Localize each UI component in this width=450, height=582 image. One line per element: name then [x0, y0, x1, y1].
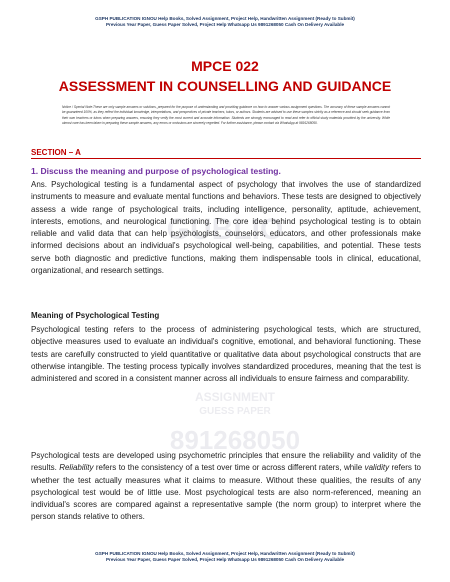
- header-line-1: GSPH PUBLICATION IGNOU Help Books, Solved Assignment, Project Help, Handwritten Assignment (Ready to Submit): [95, 16, 355, 21]
- footer-line-1: GSPH PUBLICATION IGNOU Help Books, Solved Assignment, Project Help, Handwritten Assignment (Ready to Submit): [95, 551, 355, 556]
- para3-part-a: Psychological tests are developed using psychometric principles that ensure the reliability and validity of the results.: [31, 451, 421, 473]
- para3-part-b: refers to the consistency of a test over time or across different raters, while: [93, 463, 365, 473]
- course-code: MPCE 022: [191, 58, 259, 74]
- answer-paragraph-3: [31, 450, 421, 524]
- answer-paragraph-2: Psychological testing refers to the process of administering psychological tests, which are structured, objective measures used to evaluate an individual's cognitive, emotional, and behavioral functioning. These tests are carefully constructed to yield quantitative or qualitative data about psychological constructs that are otherwise intangible. The testing process typically involves standardized procedures, meaning that the test is administered and scored in a consistent manner across all individuals to ensure fairness and comparability.: [31, 325, 421, 384]
- footer-line-2: Previous Year Paper, Guess Paper Solved, Project Help Whatsapp Us 9891268050 Cash On Delivery Available: [105, 557, 345, 562]
- header-line-2: Previous Year Paper, Guess Paper Solved, Project Help Whatsapp Us 9891268050 Cash On Delivery Available: [105, 22, 345, 27]
- watermark-top: GUBLIO: [166, 213, 284, 246]
- term-validity: validity: [364, 463, 390, 473]
- question-heading: 1. Discuss the meaning and purpose of psychological testing.: [31, 166, 281, 176]
- notice-text: Notice / Special Note:These are only sample answers or solutions, prepared for the purpose of understanding and providing guidance on how to answer various assignment questions. The accuracy of these sample answers cannot be guaranteed 100%, as they reflect the individual knowledge, interpretations, and perspectives of private teachers, tutors, or authors. Students are advised to use these samples strictly as a reference and should seek guidance from their own teachers or tutors when preparing answers, ensuring they verify the most current and accurate information. Students are strongly encouraged to read and refer to official study materials provided by the university. While utmost care has been taken in preparing these sample answers, any errors or omissions are sincerely regretted. For further assistance, please contact via WhatsApp at 9891268050.: [62, 105, 390, 125]
- section-divider: [31, 158, 421, 159]
- watermark-guess-paper: GUESS PAPER: [199, 406, 271, 417]
- answer-paragraph-1: Ans. Psychological testing is a fundamental aspect of psychology that involves the use of standardized instruments to measure and evaluate mental functions and behaviors. These tests are designed to objectively assess a wide range of psychological traits, including intelligence, personality, aptitude, achievement, interests, emotions, and neurological functioning. The core idea behind psychological testing is to obtain reliable and valid data that can help psychologists, counselors, educators, and other professionals make informed decisions about an individual's psychological well-being, capabilities, and potential. These tests serve both diagnostic and predictive functions, making them indispensable tools in clinical, educational, organizational, and research settings.: [31, 180, 421, 276]
- watermark-number: 891268050: [169, 425, 301, 455]
- subheading: Meaning of Psychological Testing: [31, 311, 160, 320]
- course-title: ASSESSMENT IN COUNSELLING AND GUIDANCE: [58, 78, 392, 94]
- para3-part-c: refers to whether the test actually measures what it claims to measure. Without these qualities, the results of any psychological test would be of little use. Most psychological tests are also norm-referenced, meaning an individual's scores are compared against a representative sample (the norm group) to interpret where the person stands relative to others.: [31, 463, 421, 522]
- term-reliability: Reliability: [59, 463, 94, 473]
- section-heading: SECTION – A: [31, 148, 81, 157]
- watermark-assignment: ASSIGNMENT: [194, 390, 275, 404]
